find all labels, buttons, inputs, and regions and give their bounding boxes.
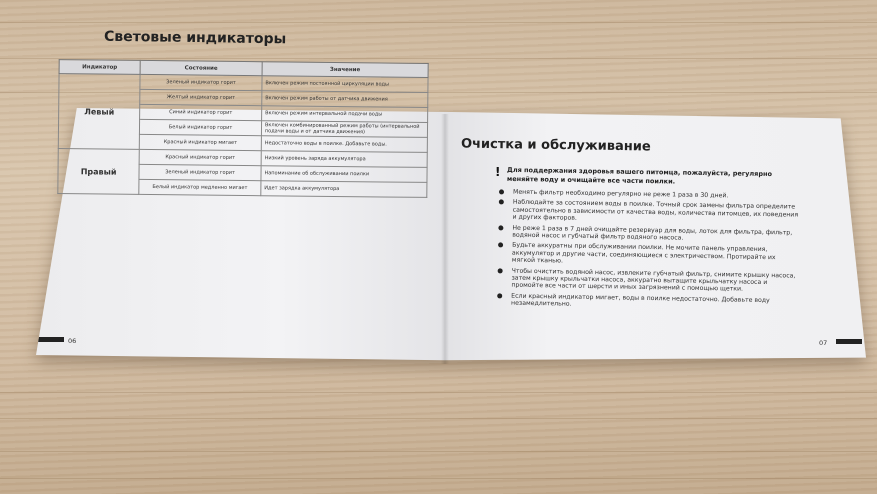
- right-page-title: Очистка и обслуживание: [460, 136, 651, 155]
- list-item: [499, 199, 799, 226]
- meaning-cell: Включен режим интервальной подачи воды: [262, 106, 428, 123]
- bullet-icon: [498, 243, 503, 248]
- list-item-text: Если красный индикатор мигает, воды в поилке недостаточно. Добавьте воду незамедлительно.: [511, 292, 770, 308]
- booklet-spine: [441, 114, 449, 364]
- table-header: Индикатор: [59, 60, 140, 75]
- meaning-cell: Низкий уровень заряда аккумулятора: [261, 151, 427, 168]
- table-header: Состояние: [140, 60, 262, 75]
- page-bar-left: [34, 337, 64, 342]
- right-page-number: 07: [819, 339, 828, 347]
- state-cell: Красный индикатор горит: [139, 149, 261, 165]
- meaning-cell: Недостаточно воды в поилке. Добавьте воды.: [261, 136, 427, 153]
- bullet-icon: [499, 200, 504, 205]
- meaning-cell: Включен режим постоянной циркуляции воды: [262, 76, 428, 93]
- indicator-group-label: Правый: [58, 149, 140, 195]
- meaning-cell: Напоминание об обслуживании поилки: [261, 166, 427, 183]
- state-cell: Красный индикатор мигает: [139, 134, 261, 150]
- list-item-text: Будьте аккуратны при обслуживании поилки. Не мочите панель управления, аккумулятор и другие части, соединяющиеся с электричеством. Протирайте их мягкой тканью.: [511, 242, 776, 265]
- bullet-icon: [499, 189, 504, 194]
- state-cell: Белый индикатор медленно мигает: [139, 179, 261, 195]
- list-item: [498, 242, 798, 269]
- state-cell: Желтый индикатор горит: [140, 89, 262, 105]
- meaning-cell: Идет зарядка аккумулятора: [261, 181, 427, 198]
- bullet-icon: [497, 293, 502, 298]
- indicator-group-label: Левый: [58, 74, 140, 150]
- maintenance-warning: Для поддержания здоровья вашего питомца, пожалуйста, регулярно меняйте воду и очищайте все части поилки.: [506, 165, 773, 186]
- state-cell: Белый индикатор горит: [140, 119, 262, 135]
- bullet-icon: [498, 225, 503, 230]
- indicator-table: [57, 59, 428, 198]
- meaning-cell: Включен комбинированный режим работы (интервальной подачи воды и от датчика движения): [261, 121, 427, 138]
- bullet-icon: [498, 268, 503, 273]
- exclamation-icon: !: [495, 165, 501, 179]
- left-page-title: Световые индикаторы: [103, 28, 287, 48]
- meaning-cell: Включен режим работы от датчика движения: [262, 91, 428, 108]
- list-item: [498, 224, 798, 244]
- state-cell: Зеленый индикатор горит: [140, 74, 262, 90]
- table-header: Значение: [262, 62, 428, 78]
- list-item: [497, 267, 797, 294]
- state-cell: Синий индикатор горит: [140, 104, 262, 120]
- list-item-text: Менять фильтр необходимо регулярно не реже 1 раза в 30 дней.: [512, 188, 729, 200]
- state-cell: Зеленый индикатор горит: [139, 164, 261, 180]
- left-page-number: 06: [68, 337, 77, 345]
- list-item: [497, 292, 797, 312]
- list-item-text: Чтобы очистить водяной насос, извлеките губчатый фильтр, снимите крышку насоса, затем крышку крыльчатки насоса, аккуратно вытащите крыльчатку насоса и промойте все части от шерсти и иных загрязнений с помощью щетки.: [511, 267, 796, 294]
- maintenance-list: [497, 188, 799, 315]
- list-item-text: Наблюдайте за состоянием воды в поилке. Точный срок замены фильтра определите самостоятельно в зависимости от качества воды, количества питомцев, их поведения и других факторов.: [512, 199, 799, 222]
- list-item-text: Не реже 1 раза в 7 дней очищайте резервуар для воды, лоток для фильтра, фильтр, водяной насос и губчатый фильтр водяного насоса.: [512, 224, 793, 242]
- page-bar-right: [836, 339, 862, 344]
